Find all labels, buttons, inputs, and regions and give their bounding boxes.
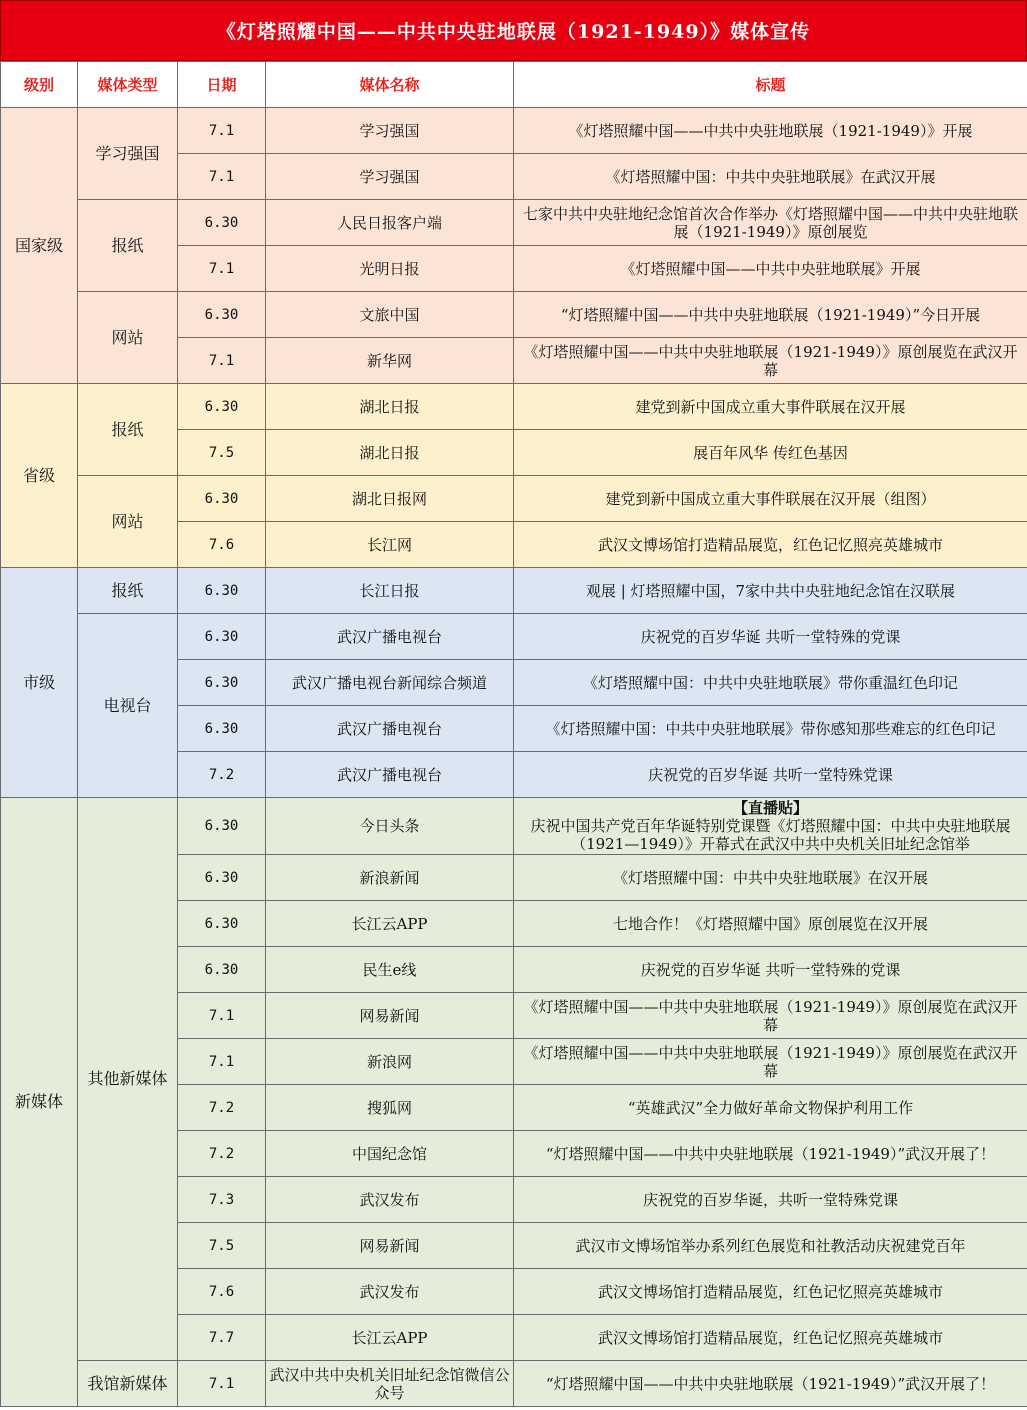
level-cell: 市级 [1,568,78,798]
headline-cell: “灯塔照耀中国——中共中央驻地联展（1921-1949）”武汉开展了！ [514,1131,1027,1177]
headline-cell: 观展 | 灯塔照耀中国，7家中共中央驻地纪念馆在汉联展 [514,568,1027,614]
date-cell: 7.1 [178,246,266,292]
date-cell: 7.2 [178,1085,266,1131]
media-name-cell: 新浪网 [266,1039,514,1085]
table-row [1,292,1027,338]
headline-cell: 七家中共中央驻地纪念馆首次合作举办《灯塔照耀中国——中共中央驻地联展（1921-1949）》原创展览 [514,200,1027,246]
headline-cell: 武汉文博场馆打造精品展览，红色记忆照亮英雄城市 [514,522,1027,568]
date-cell: 7.1 [178,993,266,1039]
date-cell: 7.1 [178,338,266,384]
date-cell: 6.30 [178,660,266,706]
media-table [0,61,1027,1407]
column-header-date: 日期 [178,62,266,108]
media-type-cell: 网站 [78,292,178,384]
date-cell: 7.5 [178,1223,266,1269]
media-type-cell: 电视台 [78,614,178,798]
headline-cell: 《灯塔照耀中国：中共中央驻地联展》在汉开展 [514,855,1027,901]
media-name-cell: 长江网 [266,522,514,568]
media-type-cell: 其他新媒体 [78,798,178,1361]
table-row [1,476,1027,522]
level-cell: 省级 [1,384,78,568]
media-name-cell: 网易新闻 [266,993,514,1039]
headline-cell: 建党到新中国成立重大事件联展在汉开展（组图） [514,476,1027,522]
headline-cell: 《灯塔照耀中国——中共中央驻地联展》开展 [514,246,1027,292]
headline-cell: 《灯塔照耀中国——中共中央驻地联展（1921-1949）》原创展览在武汉开幕 [514,993,1027,1039]
table-body [1,108,1027,1407]
media-name-cell: 武汉中共中央机关旧址纪念馆微信公众号 [266,1361,514,1407]
media-name-cell: 民生e线 [266,947,514,993]
media-name-cell: 湖北日报网 [266,476,514,522]
media-name-cell: 长江日报 [266,568,514,614]
date-cell: 7.7 [178,1315,266,1361]
headline-cell: 《灯塔照耀中国——中共中央驻地联展（1921-1949）》原创展览在武汉开幕 [514,1039,1027,1085]
table-row [1,200,1027,246]
media-type-cell: 学习强国 [78,108,178,200]
media-type-cell: 网站 [78,476,178,568]
date-cell: 7.1 [178,108,266,154]
media-type-cell: 我馆新媒体 [78,1361,178,1407]
media-type-cell: 报纸 [78,200,178,292]
table-row [1,108,1027,154]
media-name-cell: 武汉发布 [266,1269,514,1315]
date-cell: 7.6 [178,522,266,568]
date-cell: 6.30 [178,292,266,338]
media-name-cell: 人民日报客户端 [266,200,514,246]
page-title: 《灯塔照耀中国——中共中央驻地联展（1921-1949）》媒体宣传 [0,0,1027,61]
media-name-cell: 光明日报 [266,246,514,292]
table-row [1,568,1027,614]
media-name-cell: 湖北日报 [266,430,514,476]
date-cell: 6.30 [178,901,266,947]
media-name-cell: 中国纪念馆 [266,1131,514,1177]
date-cell: 6.30 [178,568,266,614]
headline-cell: 《灯塔照耀中国——中共中央驻地联展（1921-1949）》开展 [514,108,1027,154]
media-name-cell: 长江云APP [266,901,514,947]
headline-cell: 武汉市文博场馆举办系列红色展览和社教活动庆祝建党百年 [514,1223,1027,1269]
table-row [1,614,1027,660]
column-header-title: 标题 [514,62,1027,108]
date-cell: 7.5 [178,430,266,476]
media-name-cell: 武汉广播电视台 [266,706,514,752]
level-cell: 国家级 [1,108,78,384]
date-cell: 6.30 [178,855,266,901]
table-row [1,384,1027,430]
media-name-cell: 新浪新闻 [266,855,514,901]
headline-cell: 庆祝党的百岁华诞，共听一堂特殊党课 [514,1177,1027,1223]
date-cell: 7.6 [178,1269,266,1315]
headline-cell: 武汉文博场馆打造精品展览，红色记忆照亮英雄城市 [514,1315,1027,1361]
media-name-cell: 网易新闻 [266,1223,514,1269]
headline-cell [514,798,1027,855]
media-name-cell: 新华网 [266,338,514,384]
headline-cell: 建党到新中国成立重大事件联展在汉开展 [514,384,1027,430]
media-name-cell: 学习强国 [266,154,514,200]
media-type-cell: 报纸 [78,384,178,476]
date-cell: 7.2 [178,1131,266,1177]
headline-cell: 《灯塔照耀中国：中共中央驻地联展》带你感知那些难忘的红色印记 [514,706,1027,752]
date-cell: 7.1 [178,1361,266,1407]
media-name-cell: 学习强国 [266,108,514,154]
headline-cell: 武汉文博场馆打造精品展览，红色记忆照亮英雄城市 [514,1269,1027,1315]
level-cell: 新媒体 [1,798,78,1407]
date-cell: 6.30 [178,200,266,246]
headline-cell: “英雄武汉”全力做好革命文物保护利用工作 [514,1085,1027,1131]
media-name-cell: 武汉广播电视台 [266,752,514,798]
date-cell: 7.3 [178,1177,266,1223]
media-name-cell: 武汉发布 [266,1177,514,1223]
date-cell: 6.30 [178,798,266,855]
headline-tag: 【直播贴】 [732,799,808,817]
table-row [1,798,1027,855]
date-cell: 6.30 [178,614,266,660]
media-name-cell: 文旅中国 [266,292,514,338]
headline-cell: “灯塔照耀中国——中共中央驻地联展（1921-1949）”武汉开展了！ [514,1361,1027,1407]
headline-text: 庆祝中国共产党百年华诞特别党课暨《灯塔照耀中国：中共中央驻地联展（1921—1949）》开幕式在武汉中共中央机关旧址纪念馆举 [530,817,1011,853]
media-name-cell: 搜狐网 [266,1085,514,1131]
date-cell: 7.1 [178,154,266,200]
date-cell: 6.30 [178,947,266,993]
headline-cell: 庆祝党的百岁华诞 共听一堂特殊党课 [514,752,1027,798]
media-name-cell: 武汉广播电视台 [266,614,514,660]
media-name-cell: 武汉广播电视台新闻综合频道 [266,660,514,706]
table-row [1,1361,1027,1407]
date-cell: 6.30 [178,476,266,522]
date-cell: 6.30 [178,706,266,752]
date-cell: 7.1 [178,1039,266,1085]
headline-cell: 《灯塔照耀中国：中共中央驻地联展》带你重温红色印记 [514,660,1027,706]
column-header-level: 级别 [1,62,78,108]
headline-cell: “灯塔照耀中国——中共中央驻地联展（1921-1949）”今日开展 [514,292,1027,338]
media-type-cell: 报纸 [78,568,178,614]
column-header-media-type: 媒体类型 [78,62,178,108]
date-cell: 6.30 [178,384,266,430]
headline-cell: 七地合作！《灯塔照耀中国》原创展览在汉开展 [514,901,1027,947]
headline-cell: 庆祝党的百岁华诞 共听一堂特殊的党课 [514,614,1027,660]
headline-cell: 《灯塔照耀中国——中共中央驻地联展（1921-1949）》原创展览在武汉开幕 [514,338,1027,384]
table-header-row [1,62,1027,108]
headline-cell: 《灯塔照耀中国：中共中央驻地联展》在武汉开展 [514,154,1027,200]
media-name-cell: 长江云APP [266,1315,514,1361]
media-name-cell: 今日头条 [266,798,514,855]
headline-cell: 庆祝党的百岁华诞 共听一堂特殊的党课 [514,947,1027,993]
column-header-media-name: 媒体名称 [266,62,514,108]
media-name-cell: 湖北日报 [266,384,514,430]
date-cell: 7.2 [178,752,266,798]
headline-cell: 展百年风华 传红色基因 [514,430,1027,476]
